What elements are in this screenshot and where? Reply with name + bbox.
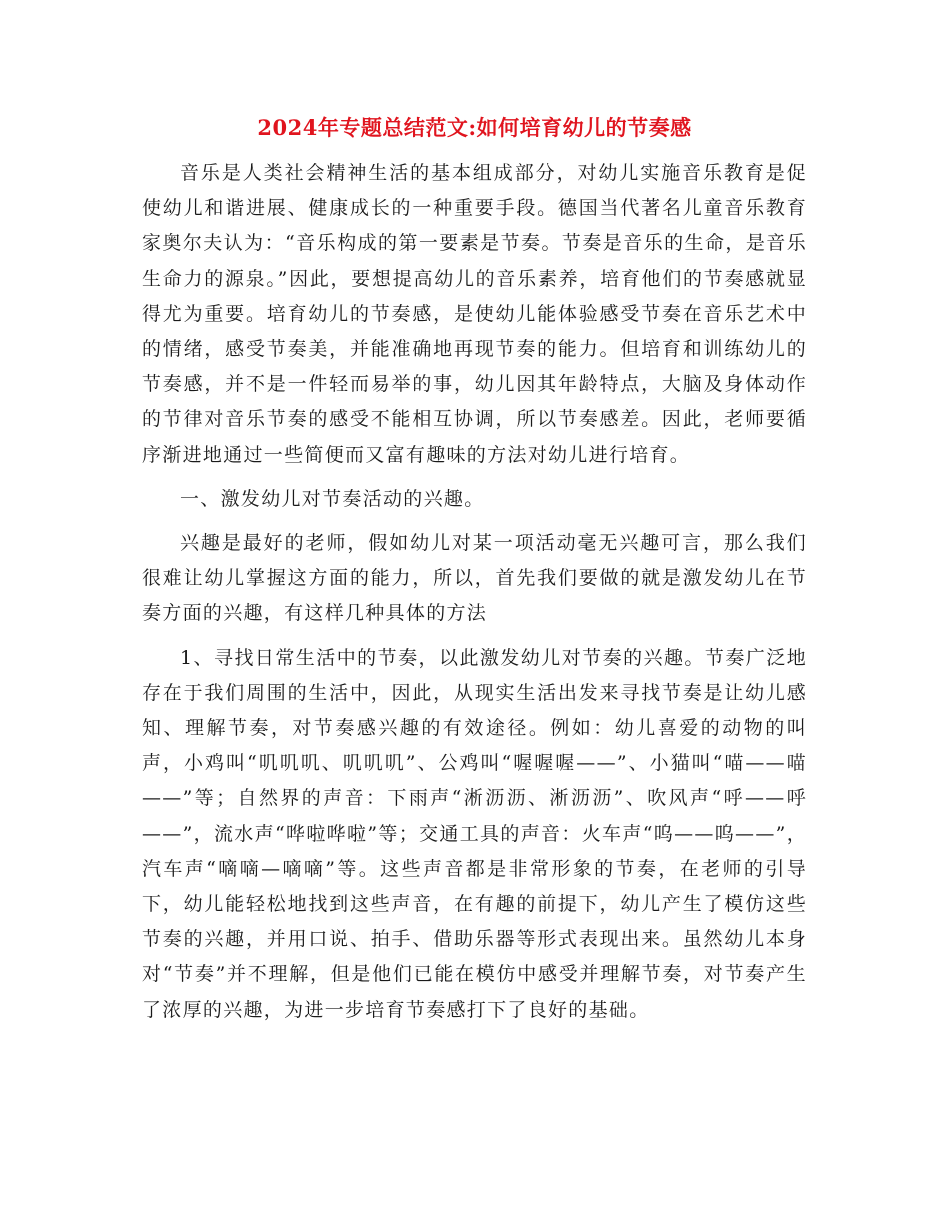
document-title: 2024年专题总结范文:如何培育幼儿的节奏感	[257, 115, 692, 140]
method-one-paragraph: 1、寻找日常生活中的节奏，以此激发幼儿对节奏的兴趣。节奏广泛地存在于我们周围的生活中，因此，从现实生活出发来寻找节奏是让幼儿感知、理解节奏，对节奏感兴趣的有效途径。例如：幼儿喜爱的动物的叫声，小鸡叫“叽叽叽、叽叽叽”、公鸡叫“喔喔喔——”、小猫叫“喵——喵——”等；自然界的声音：下雨声“淅沥沥、淅沥沥”、吹风声“呼——呼——”，流水声“哗啦哗啦”等；交通工具的声音：火车声“呜——呜——”，汽车声“嘀嘀—嘀嘀”等。这些声音都是非常形象的节奏，在老师的引导下，幼儿能轻松地找到这些声音，在有趣的前提下，幼儿产生了模仿这些节奏的兴趣，并用口说、拍手、借助乐器等形式表现出来。虽然幼儿本身对“节奏”并不理解，但是他们已能在模仿中感受并理解节奏，对节奏产生了浓厚的兴趣，为进一步培育节奏感打下了良好的基础。	[142, 646, 807, 1021]
section-heading-paragraph: 一、激发幼儿对节奏活动的兴趣。	[180, 487, 485, 510]
interest-paragraph: 兴趣是最好的老师，假如幼儿对某一项活动毫无兴趣可言，那么我们很难让幼儿掌握这方面的能力，所以，首先我们要做的就是激发幼儿在节奏方面的兴趣，有这样几种具体的方法	[142, 532, 807, 625]
document-page	[142, 108, 807, 1037]
intro-paragraph: 音乐是人类社会精神生活的基本组成部分，对幼儿实施音乐教育是促使幼儿和谐进展、健康成长的一种重要手段。德国当代著名儿童音乐教育家奥尔夫认为：“音乐构成的第一要素是节奏。节奏是音乐的生命，是音乐生命力的源泉。”因此，要想提高幼儿的音乐素养，培育他们的节奏感就显得尤为重要。培育幼儿的节奏感，是使幼儿能体验感受节奏在音乐艺术中的情绪，感受节奏美，并能准确地再现节奏的能力。但培育和训练幼儿的节奏感，并不是一件轻而易举的事，幼儿因其年龄特点，大脑及身体动作的节律对音乐节奏的感受不能相互协调，所以节奏感差。因此，老师要循序渐进地通过一些简便而又富有趣味的方法对幼儿进行培育。	[142, 162, 807, 466]
